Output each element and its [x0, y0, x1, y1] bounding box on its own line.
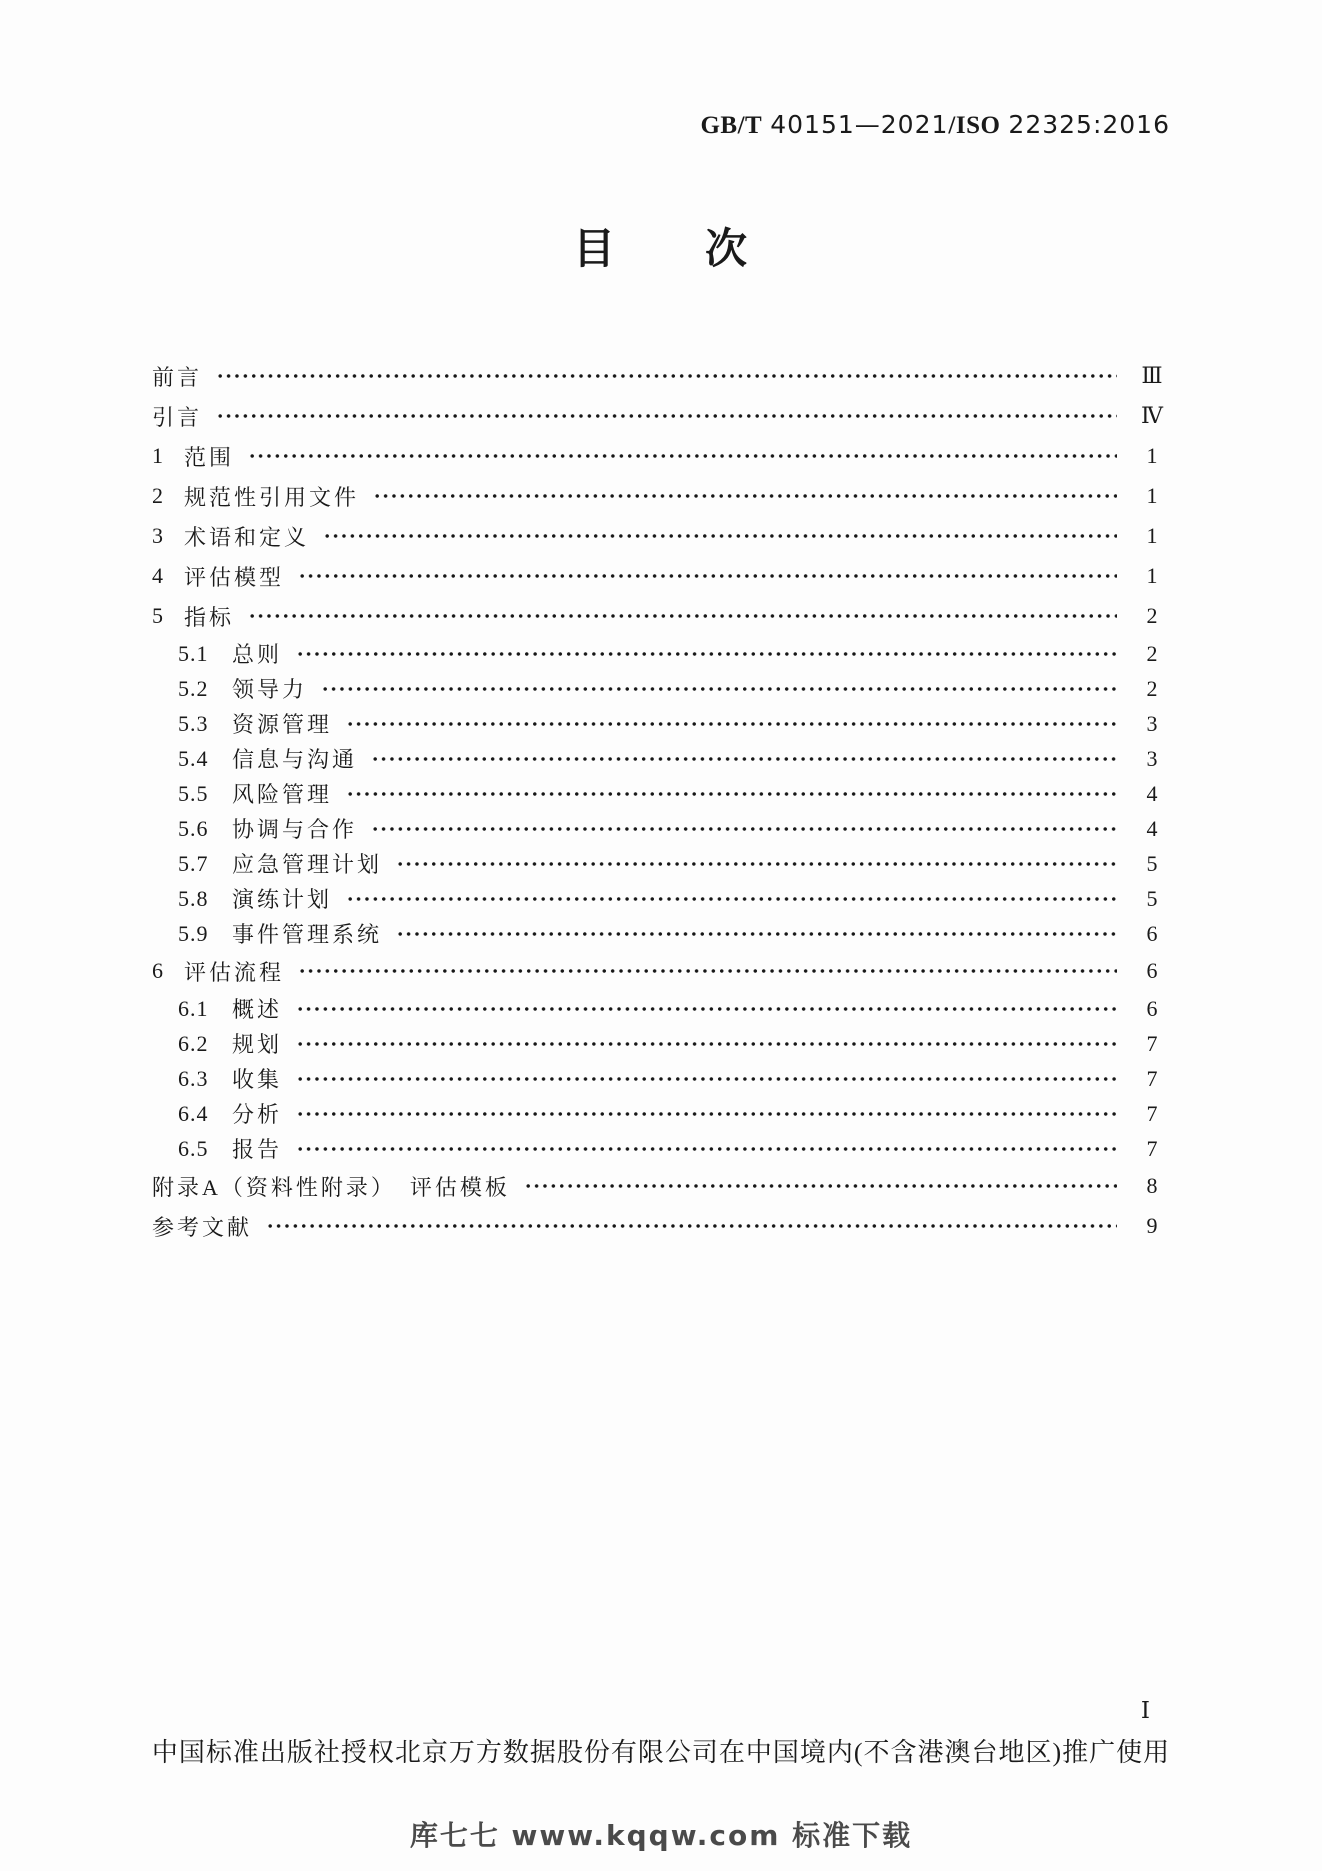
dot-leader: [396, 923, 1117, 945]
toc-entry-page: Ⅲ: [1141, 363, 1163, 388]
dot-leader: [373, 485, 1117, 507]
dot-leader: [296, 1103, 1117, 1125]
table-of-contents: [152, 356, 1174, 1246]
toc-entry: [152, 396, 1174, 436]
dot-leader: [216, 365, 1117, 387]
toc-entry: [152, 881, 1174, 916]
toc-entry-label: 参考文献: [152, 1214, 253, 1240]
dot-leader: [296, 1138, 1117, 1160]
toc-entry: [152, 1166, 1174, 1206]
toc-entry: [152, 1131, 1174, 1166]
page-number: Ⅰ: [1140, 1698, 1150, 1723]
toc-entry-label: 总则: [232, 642, 283, 667]
toc-entry-label: 分析: [232, 1102, 283, 1127]
standard-code-iso-number: 22325:2016: [1008, 110, 1170, 139]
toc-entry-page: 7: [1146, 1030, 1158, 1056]
toc-entry: [152, 1061, 1174, 1096]
toc-entry-label: 领导力: [232, 677, 308, 702]
watermark-text: 库七七 www.kqqw.com 标准下载: [409, 1819, 913, 1852]
toc-entry: [152, 671, 1174, 706]
toc-entry-page: 6: [1146, 995, 1158, 1021]
toc-entry: [152, 636, 1174, 671]
toc-entry-label: 引言: [152, 404, 203, 430]
dot-leader: [524, 1175, 1117, 1197]
dot-leader: [298, 565, 1117, 587]
toc-entry: [152, 556, 1174, 596]
toc-entry: [152, 1206, 1174, 1246]
toc-entry-page: 8: [1146, 1173, 1158, 1198]
toc-entry-page: 5: [1146, 850, 1158, 876]
toc-entry: [152, 951, 1174, 991]
toc-entry-page: 4: [1146, 815, 1158, 841]
dot-leader: [321, 678, 1117, 700]
toc-entry-label: 信息与沟通: [232, 747, 358, 772]
toc-entry-label: 概述: [232, 997, 283, 1022]
dot-leader: [371, 818, 1117, 840]
toc-entry: [152, 991, 1174, 1026]
toc-entry-number: 5.9: [178, 920, 209, 946]
dot-leader: [296, 1068, 1117, 1090]
toc-entry-number: 5: [152, 603, 164, 628]
toc-entry-number: 5.1: [178, 640, 209, 666]
dot-leader: [216, 405, 1117, 427]
toc-entry-page: 1: [1146, 523, 1158, 548]
toc-entry-page: 6: [1146, 920, 1158, 946]
standard-code-gb-number: 40151—2021: [770, 110, 949, 139]
toc-entry-label: 报告: [232, 1137, 283, 1162]
toc-entry-number: 5.8: [178, 885, 209, 911]
standard-code-iso-prefix: /ISO: [948, 112, 1001, 139]
dot-leader: [346, 888, 1117, 910]
toc-entry-label: 评估流程: [184, 959, 285, 985]
toc-entry-number: 1: [152, 443, 164, 468]
toc-entry-label: 范围: [184, 444, 235, 470]
toc-entry: [152, 776, 1174, 811]
toc-entry-number: 5.5: [178, 780, 209, 806]
dot-leader: [396, 853, 1117, 875]
dot-leader: [296, 1033, 1117, 1055]
toc-entry-page: 6: [1146, 958, 1158, 983]
toc-entry-label: 前言: [152, 364, 203, 390]
toc-entry: [152, 741, 1174, 776]
toc-entry-page: 1: [1146, 483, 1158, 508]
toc-entry-number: 2: [152, 483, 164, 508]
toc-entry-page: Ⅳ: [1141, 403, 1163, 428]
toc-entry-number: 6.3: [178, 1065, 209, 1091]
authorization-note: 中国标准出版社授权北京万方数据股份有限公司在中国境内(不含港澳台地区)推广使用: [151, 1738, 1171, 1767]
toc-entry-page: 3: [1146, 710, 1158, 736]
dot-leader: [248, 445, 1117, 467]
toc-entry-page: 1: [1146, 563, 1158, 588]
dot-leader: [371, 748, 1117, 770]
toc-entry-page: 2: [1146, 675, 1158, 701]
toc-entry-label: 评估模型: [184, 564, 285, 590]
dot-leader: [346, 713, 1117, 735]
toc-entry-label: 收集: [232, 1067, 283, 1092]
toc-entry: [152, 846, 1174, 881]
toc-entry-page: 2: [1146, 640, 1158, 666]
toc-entry-label: 演练计划: [232, 887, 333, 912]
toc-entry-number: 3: [152, 523, 164, 548]
toc-entry-label: 规划: [232, 1032, 283, 1057]
toc-entry-page: 4: [1146, 780, 1158, 806]
toc-entry-page: 9: [1146, 1213, 1158, 1238]
toc-entry-number: 6.2: [178, 1030, 209, 1056]
toc-entry: [152, 436, 1174, 476]
toc-entry: [152, 916, 1174, 951]
toc-entry-page: 2: [1146, 603, 1158, 628]
standard-code-header: [700, 110, 1170, 140]
toc-entry-label: 资源管理: [232, 712, 333, 737]
toc-entry-number: 6.4: [178, 1100, 209, 1126]
toc-entry-number: 5.4: [178, 745, 209, 771]
toc-entry: [152, 1026, 1174, 1061]
toc-entry: [152, 1096, 1174, 1131]
toc-entry: [152, 516, 1174, 556]
toc-entry: [152, 596, 1174, 636]
toc-entry-page: 3: [1146, 745, 1158, 771]
toc-entry-page: 5: [1146, 885, 1158, 911]
toc-entry-number: 5.6: [178, 815, 209, 841]
toc-entry-label: 指标: [184, 604, 235, 630]
toc-entry-number: 5.7: [178, 850, 209, 876]
toc-entry-label: 术语和定义: [184, 524, 310, 550]
dot-leader: [296, 643, 1117, 665]
toc-entry-number: 4: [152, 563, 164, 588]
toc-entry-page: 1: [1146, 443, 1158, 468]
toc-entry-number: 5.3: [178, 710, 209, 736]
toc-entry-label: 规范性引用文件: [184, 484, 360, 510]
dot-leader: [298, 960, 1117, 982]
toc-entry-label: 应急管理计划: [232, 852, 383, 877]
dot-leader: [296, 998, 1117, 1020]
dot-leader: [323, 525, 1117, 547]
toc-entry-page: 7: [1146, 1065, 1158, 1091]
page-title: 目 次: [572, 227, 749, 273]
toc-entry-label: 风险管理: [232, 782, 333, 807]
toc-entry-label: 事件管理系统: [232, 922, 383, 947]
toc-entry: [152, 476, 1174, 516]
toc-entry-label: 附录A（资料性附录） 评估模板: [152, 1174, 510, 1200]
toc-entry-page: 7: [1146, 1135, 1158, 1161]
toc-entry: [152, 811, 1174, 846]
toc-entry-number: 5.2: [178, 675, 209, 701]
toc-entry-number: 6.5: [178, 1135, 209, 1161]
toc-entry: [152, 706, 1174, 741]
toc-entry: [152, 356, 1174, 396]
toc-entry-number: 6.1: [178, 995, 209, 1021]
toc-entry-number: 6: [152, 958, 164, 983]
standard-code-gb-prefix: GB/T: [700, 112, 763, 139]
dot-leader: [346, 783, 1117, 805]
dot-leader: [266, 1215, 1117, 1237]
toc-entry-page: 7: [1146, 1100, 1158, 1126]
toc-entry-label: 协调与合作: [232, 817, 358, 842]
dot-leader: [248, 605, 1117, 627]
